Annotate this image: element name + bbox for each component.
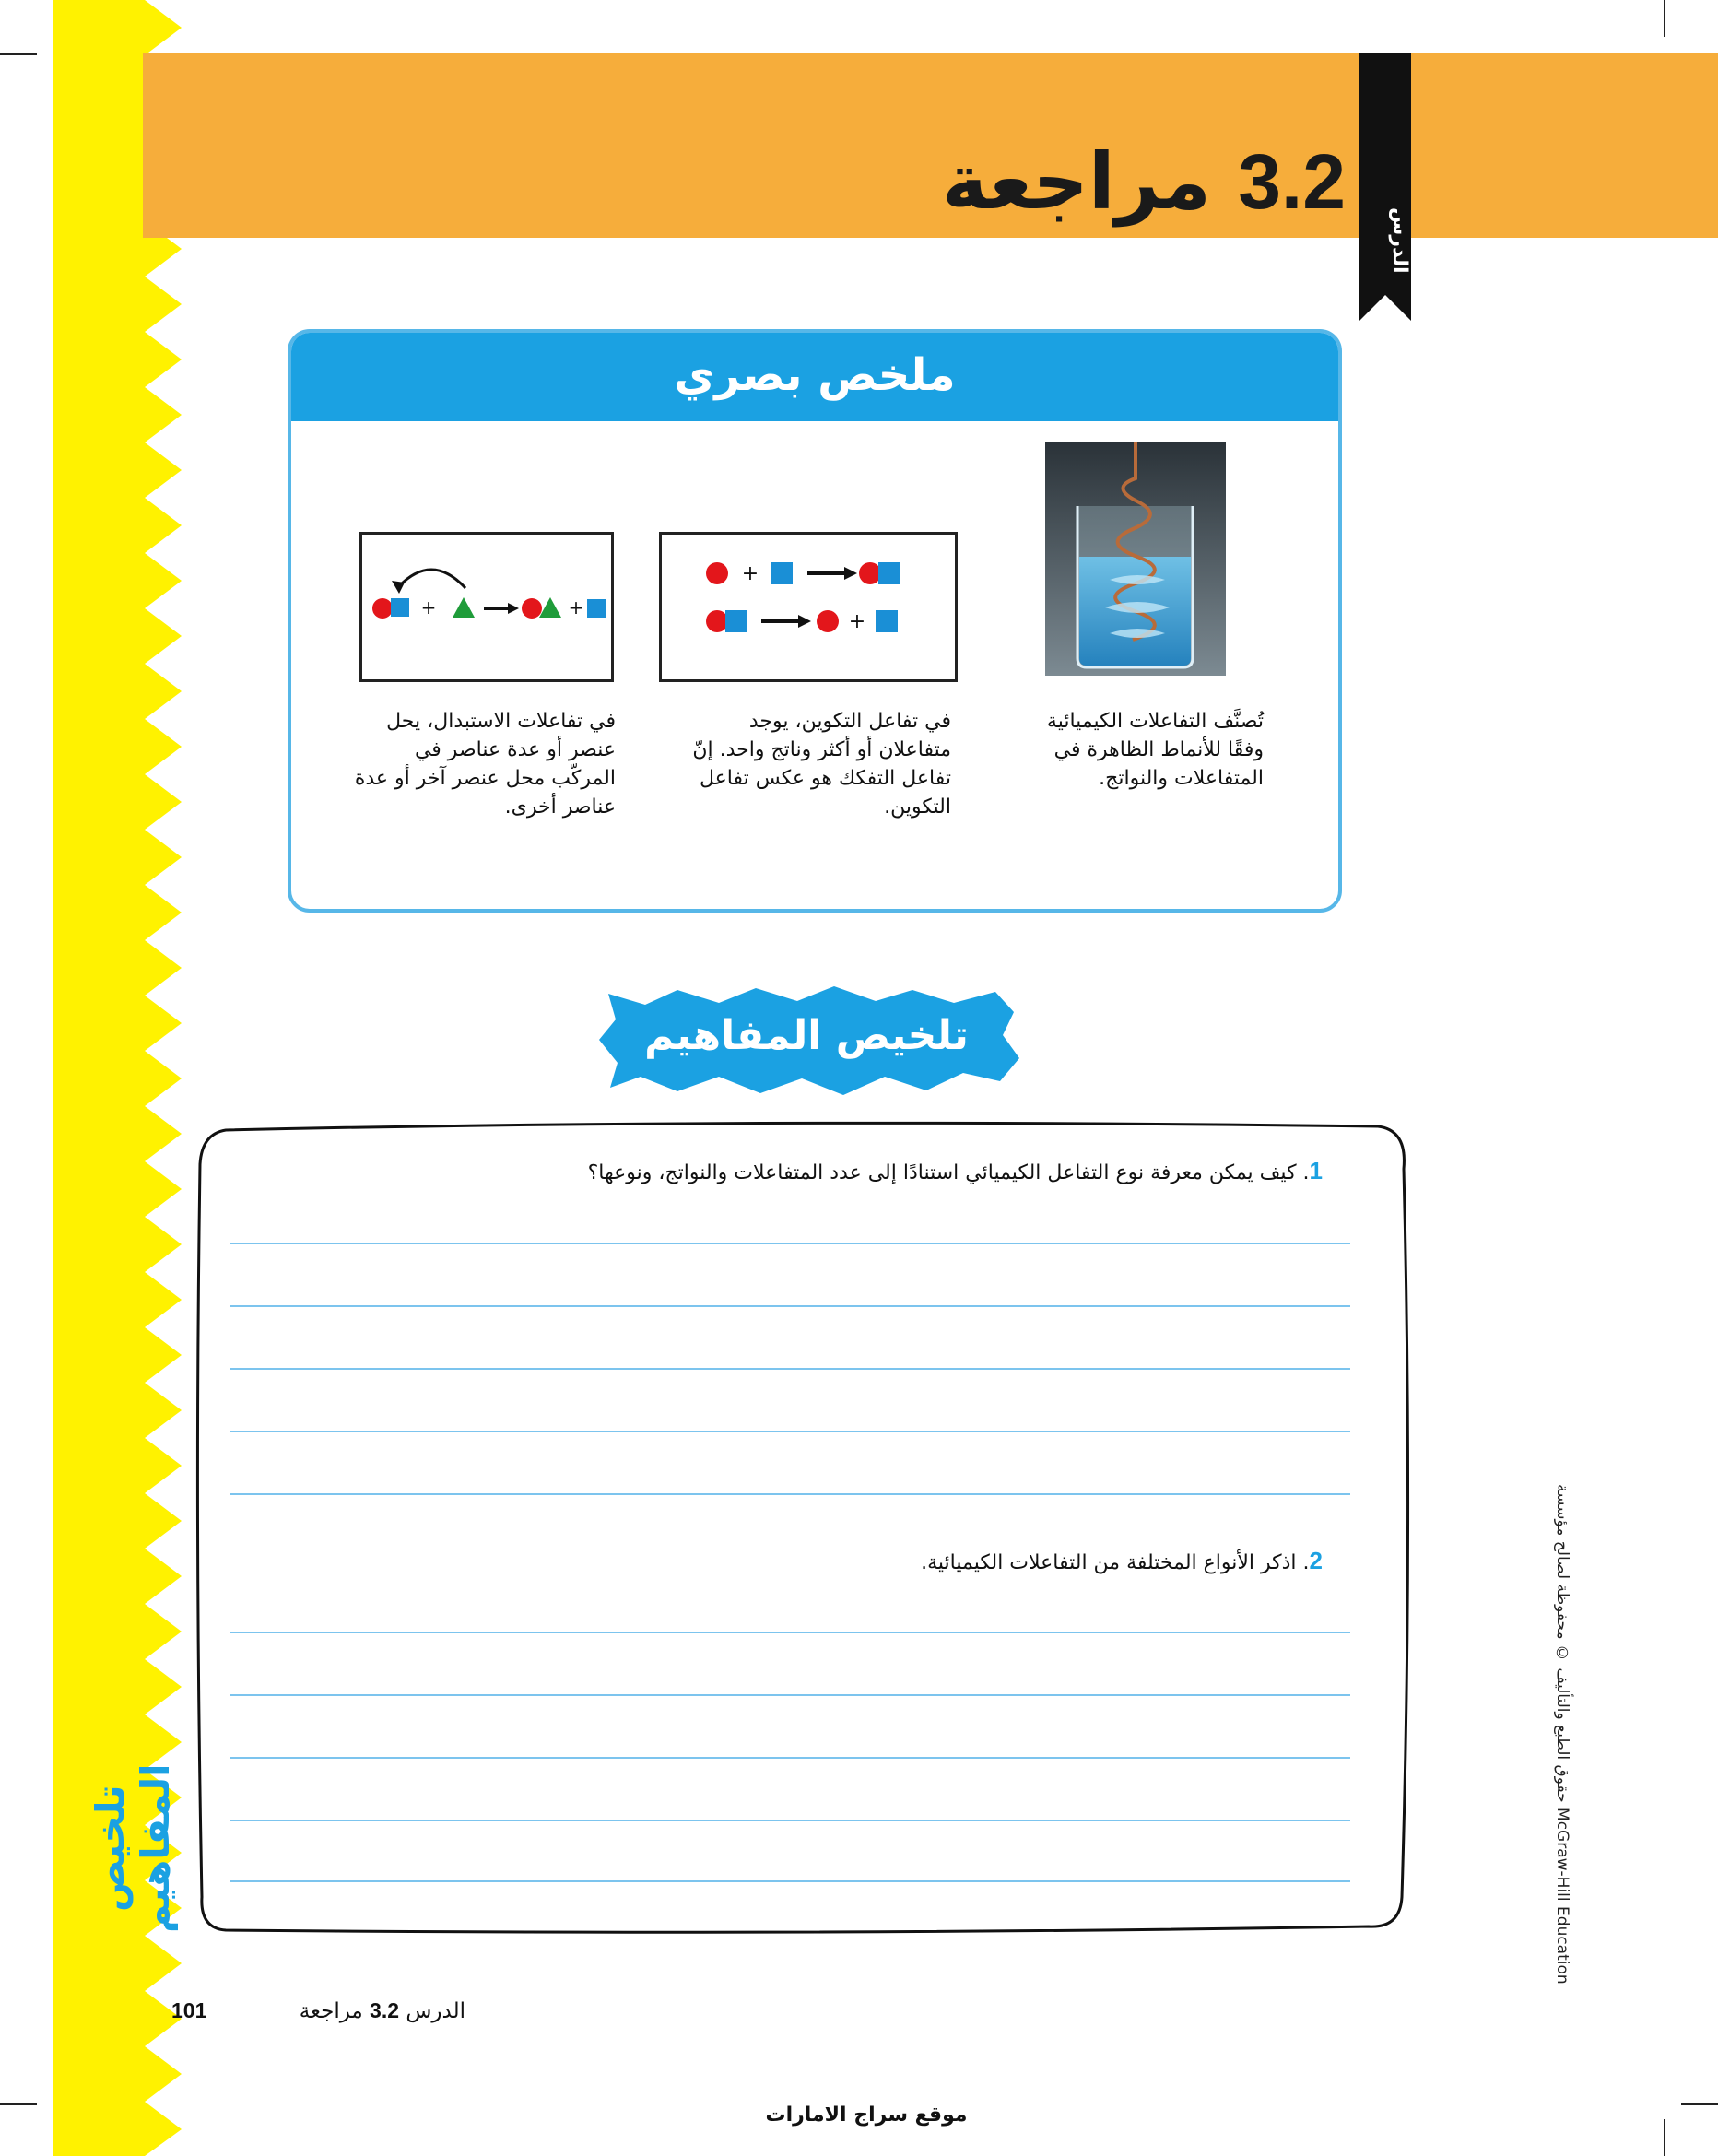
lesson-tab	[1359, 53, 1411, 321]
replacement-diagram	[359, 532, 614, 682]
red-atom	[372, 598, 393, 619]
site-name: موقع سراج الامارات	[765, 2103, 968, 2127]
lesson-tab-label: الدرس	[1388, 207, 1411, 274]
beaker-photo	[1045, 442, 1226, 676]
blue-atom	[587, 599, 606, 618]
answer-line[interactable]	[230, 1368, 1350, 1370]
answer-line[interactable]	[230, 1493, 1350, 1495]
plus-sign: +	[741, 562, 759, 585]
questions-frame	[189, 1113, 1415, 1943]
footer-lesson-title: مراجعة	[299, 1999, 363, 2023]
reaction-arrowhead	[844, 567, 857, 580]
visual-summary-box	[288, 329, 1342, 913]
red-atom	[706, 562, 728, 584]
title-number: 3.2	[1238, 138, 1346, 225]
crop-mark	[0, 53, 37, 55]
blue-atom	[391, 598, 409, 617]
answer-line[interactable]	[230, 1243, 1350, 1244]
exchange-arc	[397, 570, 465, 588]
crop-mark	[0, 2103, 37, 2105]
plus-sign: +	[568, 596, 584, 619]
visual-summary-title: ملخص بصري	[674, 349, 956, 401]
answer-line[interactable]	[230, 1820, 1350, 1821]
plus-sign: +	[848, 610, 866, 633]
exchange-arrowhead	[392, 581, 405, 594]
caption-classification: تُصنَّف التفاعلات الكيميائية وفقًا للأنماط الظاهرة في المتفاعلات والنواتج.	[1046, 710, 1264, 790]
question-1	[387, 1157, 1323, 1185]
caption-synthesis-decomposition: في تفاعل التكوين، يوجد متفاعلان أو أكثر وناتج واحد. إنّ تفاعل التفكك هو عكس تفاعل التكوين.	[692, 710, 951, 819]
blue-atom	[876, 610, 898, 632]
synthesis-decomposition-graphic	[662, 535, 955, 679]
footer-lesson-number: 3.2	[370, 1998, 400, 2022]
blue-atom	[878, 562, 900, 584]
answer-line[interactable]	[230, 1880, 1350, 1882]
answer-line[interactable]	[230, 1694, 1350, 1696]
reaction-arrowhead	[508, 603, 519, 614]
answer-line[interactable]	[230, 1305, 1350, 1307]
footer-lesson	[263, 1998, 465, 2023]
answer-line[interactable]	[230, 1431, 1350, 1432]
green-atom	[453, 597, 475, 618]
footer-lesson-word: الدرس	[406, 1999, 465, 2023]
question-1-number: 1	[1309, 1157, 1323, 1184]
page-title	[645, 136, 1346, 227]
crop-mark	[1664, 2119, 1665, 2156]
crop-mark	[1664, 0, 1665, 37]
page-number: 101	[171, 1998, 207, 2022]
title-word: مراجعة	[942, 136, 1211, 227]
question-1-text: . كيف يمكن معرفة نوع التفاعل الكيميائي استنادًا إلى عدد المتفاعلات والنواتج، ونوعها؟	[587, 1161, 1310, 1184]
answer-line[interactable]	[230, 1632, 1350, 1633]
blue-atom	[771, 562, 793, 584]
synthesis-decomposition-diagram	[659, 532, 958, 682]
concepts-title: تلخيص المفاهيم	[644, 1012, 969, 1059]
replacement-graphic	[362, 535, 611, 679]
answer-line[interactable]	[230, 1757, 1350, 1759]
blue-atom	[725, 610, 747, 632]
question-2-number: 2	[1309, 1547, 1323, 1574]
caption-replacement: في تفاعلات الاستبدال، يحل عنصر أو عدة عناصر في المركّب محل عنصر آخر أو عدة عناصر أخرى.	[354, 710, 616, 819]
copyright-notice: حقوق الطبع والتأليف © محفوظة لصالح مؤسسة McGraw-Hill Education	[1553, 1484, 1571, 1985]
plus-sign: +	[420, 596, 437, 619]
question-2	[553, 1547, 1323, 1575]
reaction-arrowhead	[798, 615, 811, 628]
red-atom	[817, 610, 839, 632]
crop-mark	[1681, 2103, 1718, 2105]
green-atom	[539, 597, 561, 618]
question-2-text: . اذكر الأنواع المختلفة من التفاعلات الكيميائية.	[921, 1551, 1310, 1574]
red-atom	[706, 610, 728, 632]
red-atom	[522, 598, 542, 619]
red-atom	[859, 562, 881, 584]
side-label: تلخيص المفاهيم	[88, 1763, 178, 1933]
